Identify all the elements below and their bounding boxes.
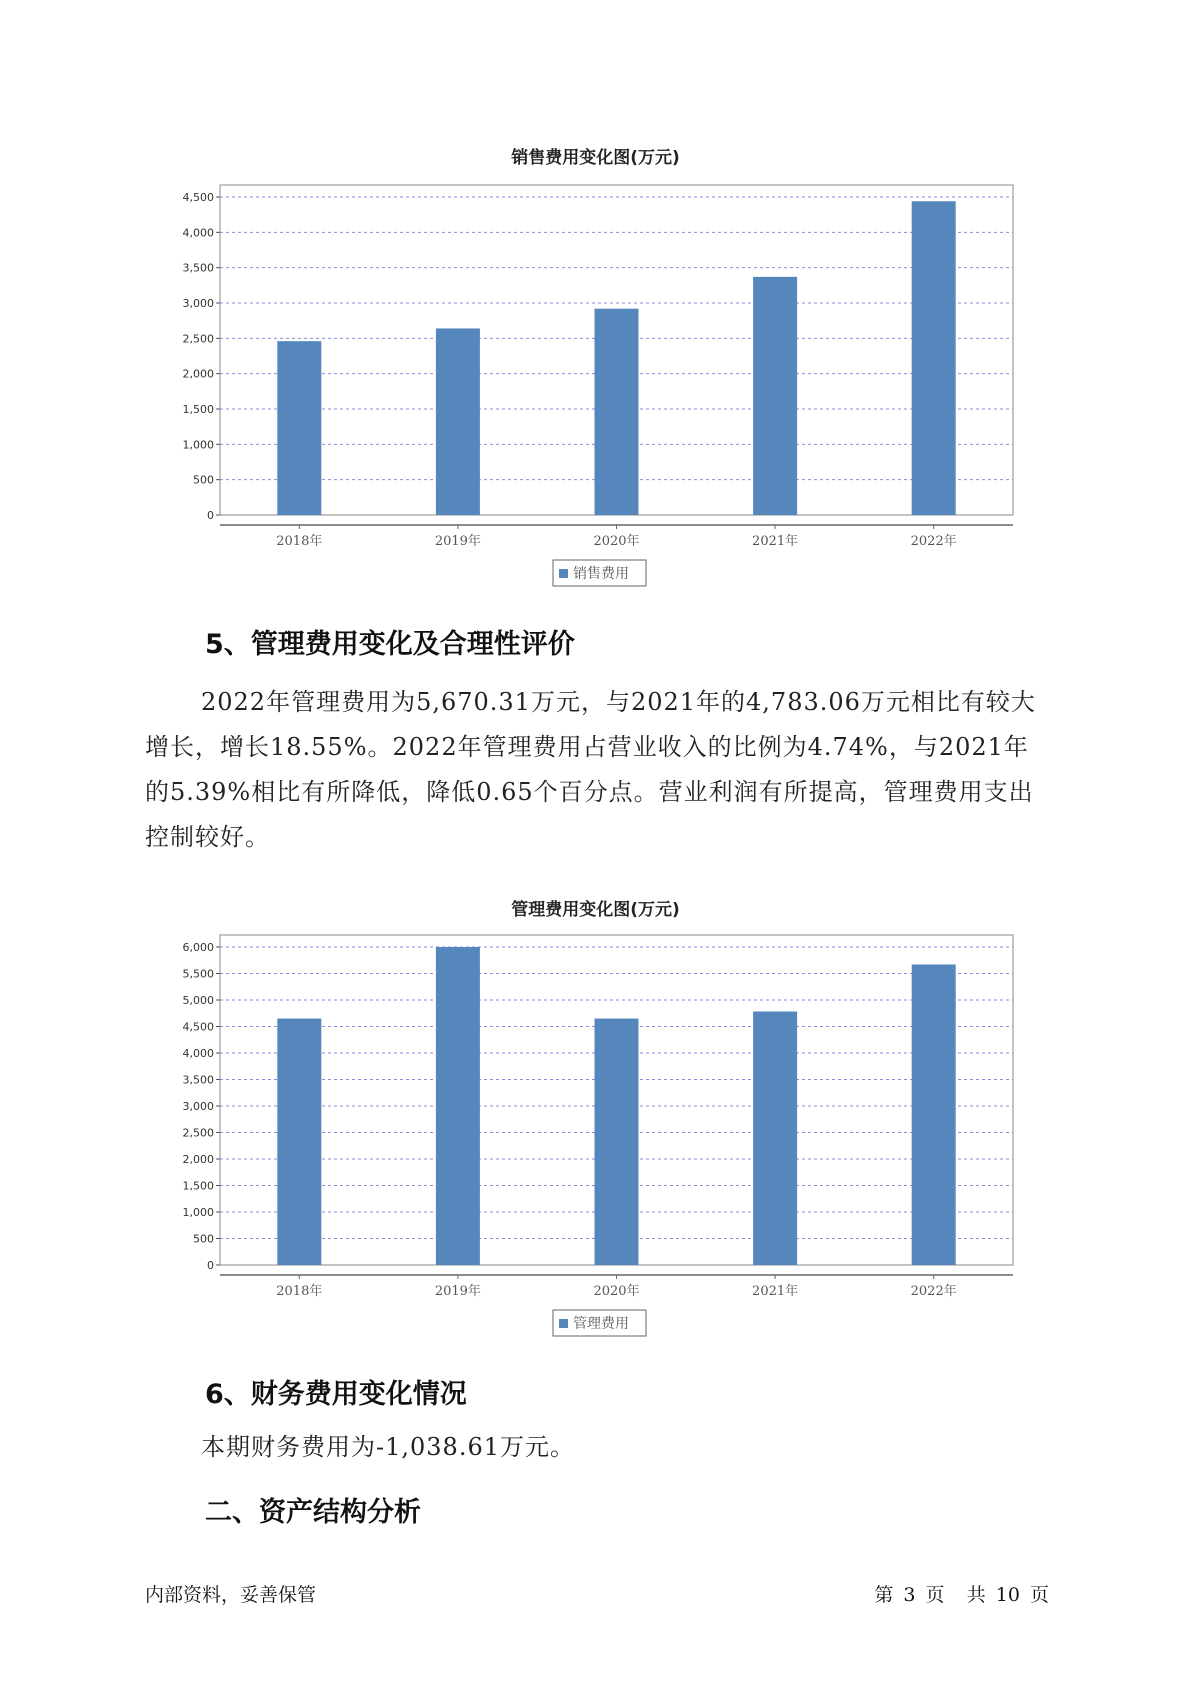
x-tick-label: 2022年: [910, 1284, 957, 1299]
section6-paragraph: 本期财务费用为-1,038.61万元。: [201, 1433, 575, 1461]
bar-2022年: [912, 201, 956, 515]
y-tick-label: 0: [207, 1259, 214, 1272]
y-tick-label: 4,500: [182, 1020, 214, 1034]
x-tick-label: 2021年: [752, 1284, 799, 1299]
legend-label: 管理费用: [573, 1316, 629, 1332]
section6-heading: 6、财务费用变化情况: [205, 1379, 467, 1410]
y-tick-label: 5,500: [182, 967, 214, 981]
x-tick-label: 2020年: [593, 1284, 640, 1299]
y-tick-label: 1,500: [182, 1179, 214, 1193]
y-tick-label: 0: [207, 509, 214, 522]
bar-2018年: [277, 341, 321, 515]
total-prefix: 共: [966, 1584, 986, 1606]
y-tick-label: 4,000: [182, 1047, 214, 1060]
chart1-title: 销售费用变化图(万元): [511, 148, 680, 168]
y-tick-label: 2,000: [182, 1153, 214, 1166]
bar-2021年: [753, 277, 797, 515]
y-tick-label: 4,000: [182, 226, 214, 240]
y-tick-label: 500: [193, 473, 214, 487]
footer-confidential: 内部资料，妥善保管: [145, 1584, 317, 1606]
y-tick-label: 5,000: [182, 994, 214, 1007]
legend-swatch: [559, 569, 568, 578]
y-tick-label: 1,000: [182, 438, 214, 452]
x-tick-label: 2019年: [434, 1284, 481, 1299]
section5-heading: 5、管理费用变化及合理性评价: [205, 629, 575, 660]
legend-label: 销售费用: [573, 566, 629, 582]
page-prefix: 第: [874, 1584, 894, 1606]
x-tick-label: 2021年: [752, 534, 799, 549]
bar-2018年: [277, 1019, 321, 1265]
page-number: 3: [903, 1584, 916, 1606]
chart2-title: 管理费用变化图(万元): [511, 900, 680, 920]
page-unit: 页: [925, 1584, 945, 1606]
bar-2020年: [595, 309, 639, 515]
bar-2020年: [595, 1019, 639, 1265]
x-tick-label: 2018年: [276, 534, 323, 549]
bar-2019年: [436, 947, 480, 1265]
bar-2022年: [912, 964, 956, 1265]
footer-pagination: [872, 1580, 1051, 1607]
y-tick-label: 6,000: [182, 941, 214, 954]
x-tick-label: 2020年: [593, 534, 640, 549]
y-tick-label: 1,500: [182, 403, 214, 416]
y-tick-label: 2,000: [182, 367, 214, 381]
y-tick-label: 3,000: [182, 1100, 214, 1113]
legend-swatch: [559, 1319, 568, 1328]
chart2-container: [0, 920, 1191, 1340]
y-tick-label: 3,500: [182, 1073, 214, 1087]
y-tick-label: 3,000: [182, 297, 214, 310]
section5-paragraph: 2022年管理费用为5,670.31万元，与2021年的4,783.06万元相比有较大增长，增长18.55%。2022年管理费用占营业收入的比例为4.74%，与2021年的5.39%相比有所降低，降低0.65个百分点。营业利润有所提高，管理费用支出控制较好。: [145, 688, 1036, 851]
sales-expense-chart: [0, 170, 1191, 590]
management-expense-chart: [0, 920, 1191, 1340]
y-tick-label: 500: [193, 1232, 214, 1246]
x-tick-label: 2022年: [910, 534, 957, 549]
x-tick-label: 2018年: [276, 1284, 323, 1299]
y-tick-label: 2,500: [182, 1126, 214, 1140]
y-tick-label: 3,500: [182, 261, 214, 275]
y-tick-label: 1,000: [182, 1206, 214, 1219]
y-tick-label: 4,500: [182, 191, 214, 204]
chart1-container: [0, 170, 1191, 590]
y-tick-label: 2,500: [182, 332, 214, 346]
bar-2019年: [436, 328, 480, 515]
x-tick-label: 2019年: [434, 534, 481, 549]
bar-2021年: [753, 1011, 797, 1265]
section-two-heading: 二、资产结构分析: [205, 1497, 421, 1528]
total-unit: 页: [1029, 1584, 1049, 1606]
total-pages: 10: [995, 1584, 1020, 1606]
